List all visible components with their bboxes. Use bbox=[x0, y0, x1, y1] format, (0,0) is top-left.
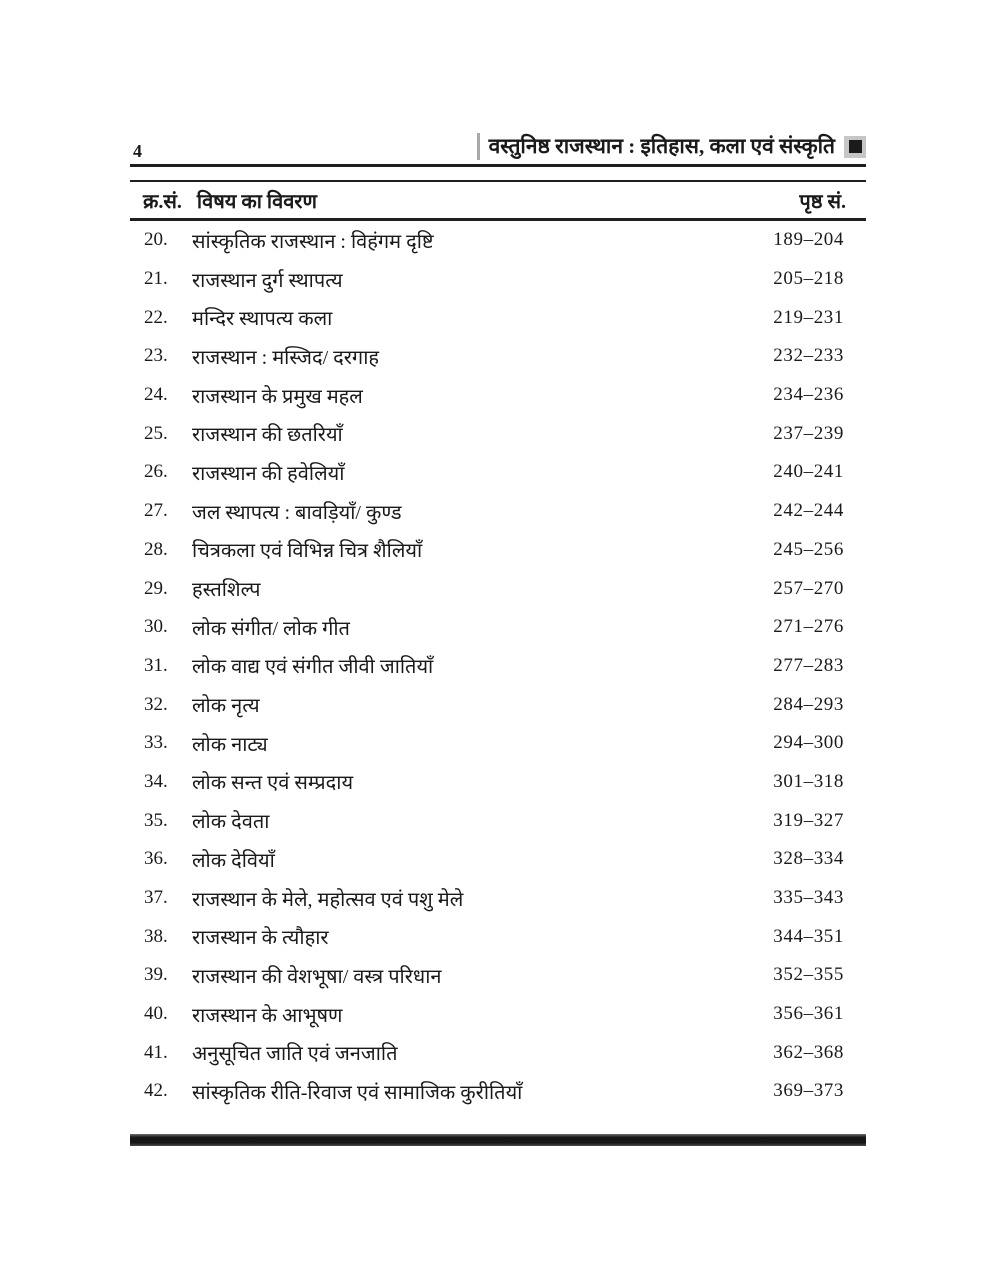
row-serial-number: 23. bbox=[144, 345, 168, 367]
row-chapter-title: लोक नृत्य bbox=[192, 695, 260, 718]
toc-row bbox=[130, 724, 866, 763]
column-header-page: पृष्ठ सं. bbox=[799, 190, 846, 213]
column-header-serial: क्र.सं. bbox=[143, 190, 182, 213]
row-page-range: 234–236 bbox=[773, 384, 844, 406]
toc-row bbox=[130, 917, 866, 956]
row-chapter-title: राजस्थान की हवेलियाँ bbox=[192, 462, 345, 485]
row-chapter-title: चित्रकला एवं विभिन्न चित्र शैलियाँ bbox=[192, 540, 423, 563]
toc-row bbox=[130, 685, 866, 724]
row-chapter-title: सांस्कृतिक रीति-रिवाज एवं सामाजिक कुरीतियाँ bbox=[192, 1081, 523, 1104]
toc-row bbox=[130, 337, 866, 376]
row-serial-number: 42. bbox=[144, 1080, 168, 1102]
toc-row bbox=[130, 492, 866, 531]
row-page-range: 362–368 bbox=[773, 1041, 844, 1063]
row-chapter-title: जल स्थापत्य : बावड़ियाँ/ कुण्ड bbox=[192, 501, 402, 524]
row-page-range: 245–256 bbox=[773, 538, 844, 560]
toc-row bbox=[130, 840, 866, 879]
toc-row bbox=[130, 995, 866, 1034]
toc-row bbox=[130, 879, 866, 918]
row-chapter-title: लोक नाट्य bbox=[192, 733, 268, 756]
row-chapter-title: मन्दिर स्थापत्य कला bbox=[192, 308, 333, 331]
row-serial-number: 32. bbox=[144, 693, 168, 715]
toc-row bbox=[130, 1072, 866, 1111]
row-chapter-title: राजस्थान की वेशभूषा/ वस्त्र परिधान bbox=[192, 965, 442, 988]
toc-row bbox=[130, 608, 866, 647]
toc-row bbox=[130, 647, 866, 686]
row-chapter-title: लोक सन्त एवं सम्प्रदाय bbox=[192, 772, 354, 795]
row-serial-number: 24. bbox=[144, 384, 168, 406]
filled-square-icon-inner bbox=[849, 140, 862, 153]
row-page-range: 352–355 bbox=[773, 964, 844, 986]
toc-row bbox=[130, 531, 866, 570]
row-chapter-title: हस्तशिल्प bbox=[192, 579, 261, 602]
row-serial-number: 40. bbox=[144, 1003, 168, 1025]
row-page-range: 344–351 bbox=[773, 925, 844, 947]
row-page-range: 328–334 bbox=[773, 848, 844, 870]
row-page-range: 271–276 bbox=[773, 616, 844, 638]
row-serial-number: 29. bbox=[144, 577, 168, 599]
title-divider-bar bbox=[477, 133, 480, 160]
footer-bar bbox=[130, 1134, 866, 1146]
toc-row bbox=[130, 414, 866, 453]
row-chapter-title: अनुसूचित जाति एवं जनजाति bbox=[192, 1043, 398, 1066]
row-page-range: 319–327 bbox=[773, 809, 844, 831]
row-page-range: 284–293 bbox=[773, 693, 844, 715]
row-page-range: 294–300 bbox=[773, 732, 844, 754]
row-serial-number: 37. bbox=[144, 887, 168, 909]
toc-row bbox=[130, 801, 866, 840]
row-chapter-title: राजस्थान : मस्जिद/ दरगाह bbox=[192, 346, 379, 369]
row-chapter-title: राजस्थान के त्यौहार bbox=[192, 927, 329, 950]
row-serial-number: 30. bbox=[144, 616, 168, 638]
row-chapter-title: राजस्थान के आभूषण bbox=[192, 1004, 343, 1027]
toc-row bbox=[130, 1033, 866, 1072]
row-page-range: 257–270 bbox=[773, 577, 844, 599]
row-chapter-title: राजस्थान के प्रमुख महल bbox=[192, 385, 363, 408]
row-page-range: 301–318 bbox=[773, 770, 844, 792]
row-chapter-title: लोक संगीत/ लोक गीत bbox=[192, 617, 350, 640]
row-page-range: 205–218 bbox=[773, 268, 844, 290]
row-page-range: 369–373 bbox=[773, 1080, 844, 1102]
header-title-group bbox=[477, 133, 866, 160]
row-chapter-title: राजस्थान के मेले, महोत्सव एवं पशु मेले bbox=[192, 888, 464, 911]
page-header bbox=[130, 131, 866, 160]
row-chapter-title: राजस्थान दुर्ग स्थापत्य bbox=[192, 269, 343, 292]
row-serial-number: 20. bbox=[144, 229, 168, 251]
header-rule bbox=[130, 164, 866, 167]
row-page-range: 335–343 bbox=[773, 887, 844, 909]
row-serial-number: 27. bbox=[144, 500, 168, 522]
row-chapter-title: सांस्कृतिक राजस्थान : विहंगम दृष्टि bbox=[192, 230, 434, 253]
row-serial-number: 41. bbox=[144, 1041, 168, 1063]
row-serial-number: 34. bbox=[144, 770, 168, 792]
filled-square-icon bbox=[844, 136, 866, 158]
row-serial-number: 36. bbox=[144, 848, 168, 870]
row-serial-number: 28. bbox=[144, 538, 168, 560]
row-page-range: 232–233 bbox=[773, 345, 844, 367]
table-header-row bbox=[130, 182, 866, 218]
row-page-range: 356–361 bbox=[773, 1003, 844, 1025]
row-serial-number: 39. bbox=[144, 964, 168, 986]
row-serial-number: 35. bbox=[144, 809, 168, 831]
toc-row bbox=[130, 298, 866, 337]
row-chapter-title: लोक देवियाँ bbox=[192, 849, 275, 872]
row-serial-number: 33. bbox=[144, 732, 168, 754]
row-page-range: 189–204 bbox=[773, 229, 844, 251]
book-title: वस्तुनिष्ठ राजस्थान : इतिहास, कला एवं संस्कृति bbox=[488, 133, 835, 158]
toc-row bbox=[130, 260, 866, 299]
toc-row bbox=[130, 376, 866, 415]
toc-row bbox=[130, 453, 866, 492]
row-serial-number: 21. bbox=[144, 268, 168, 290]
page-content bbox=[130, 131, 866, 1146]
row-page-range: 277–283 bbox=[773, 654, 844, 676]
row-page-range: 237–239 bbox=[773, 422, 844, 444]
row-chapter-title: लोक देवता bbox=[192, 811, 270, 834]
row-serial-number: 31. bbox=[144, 654, 168, 676]
toc-rows bbox=[130, 221, 866, 1111]
toc-row bbox=[130, 221, 866, 260]
row-serial-number: 25. bbox=[144, 422, 168, 444]
toc-row bbox=[130, 763, 866, 802]
column-header-subject: विषय का विवरण bbox=[196, 190, 317, 213]
row-serial-number: 26. bbox=[144, 461, 168, 483]
row-page-range: 219–231 bbox=[773, 306, 844, 328]
row-serial-number: 22. bbox=[144, 306, 168, 328]
page-number: 4 bbox=[133, 141, 142, 161]
row-serial-number: 38. bbox=[144, 925, 168, 947]
row-page-range: 240–241 bbox=[773, 461, 844, 483]
toc-row bbox=[130, 569, 866, 608]
row-page-range: 242–244 bbox=[773, 500, 844, 522]
row-chapter-title: लोक वाद्य एवं संगीत जीवी जातियाँ bbox=[192, 656, 434, 679]
row-chapter-title: राजस्थान की छतरियाँ bbox=[192, 424, 343, 447]
toc-row bbox=[130, 956, 866, 995]
